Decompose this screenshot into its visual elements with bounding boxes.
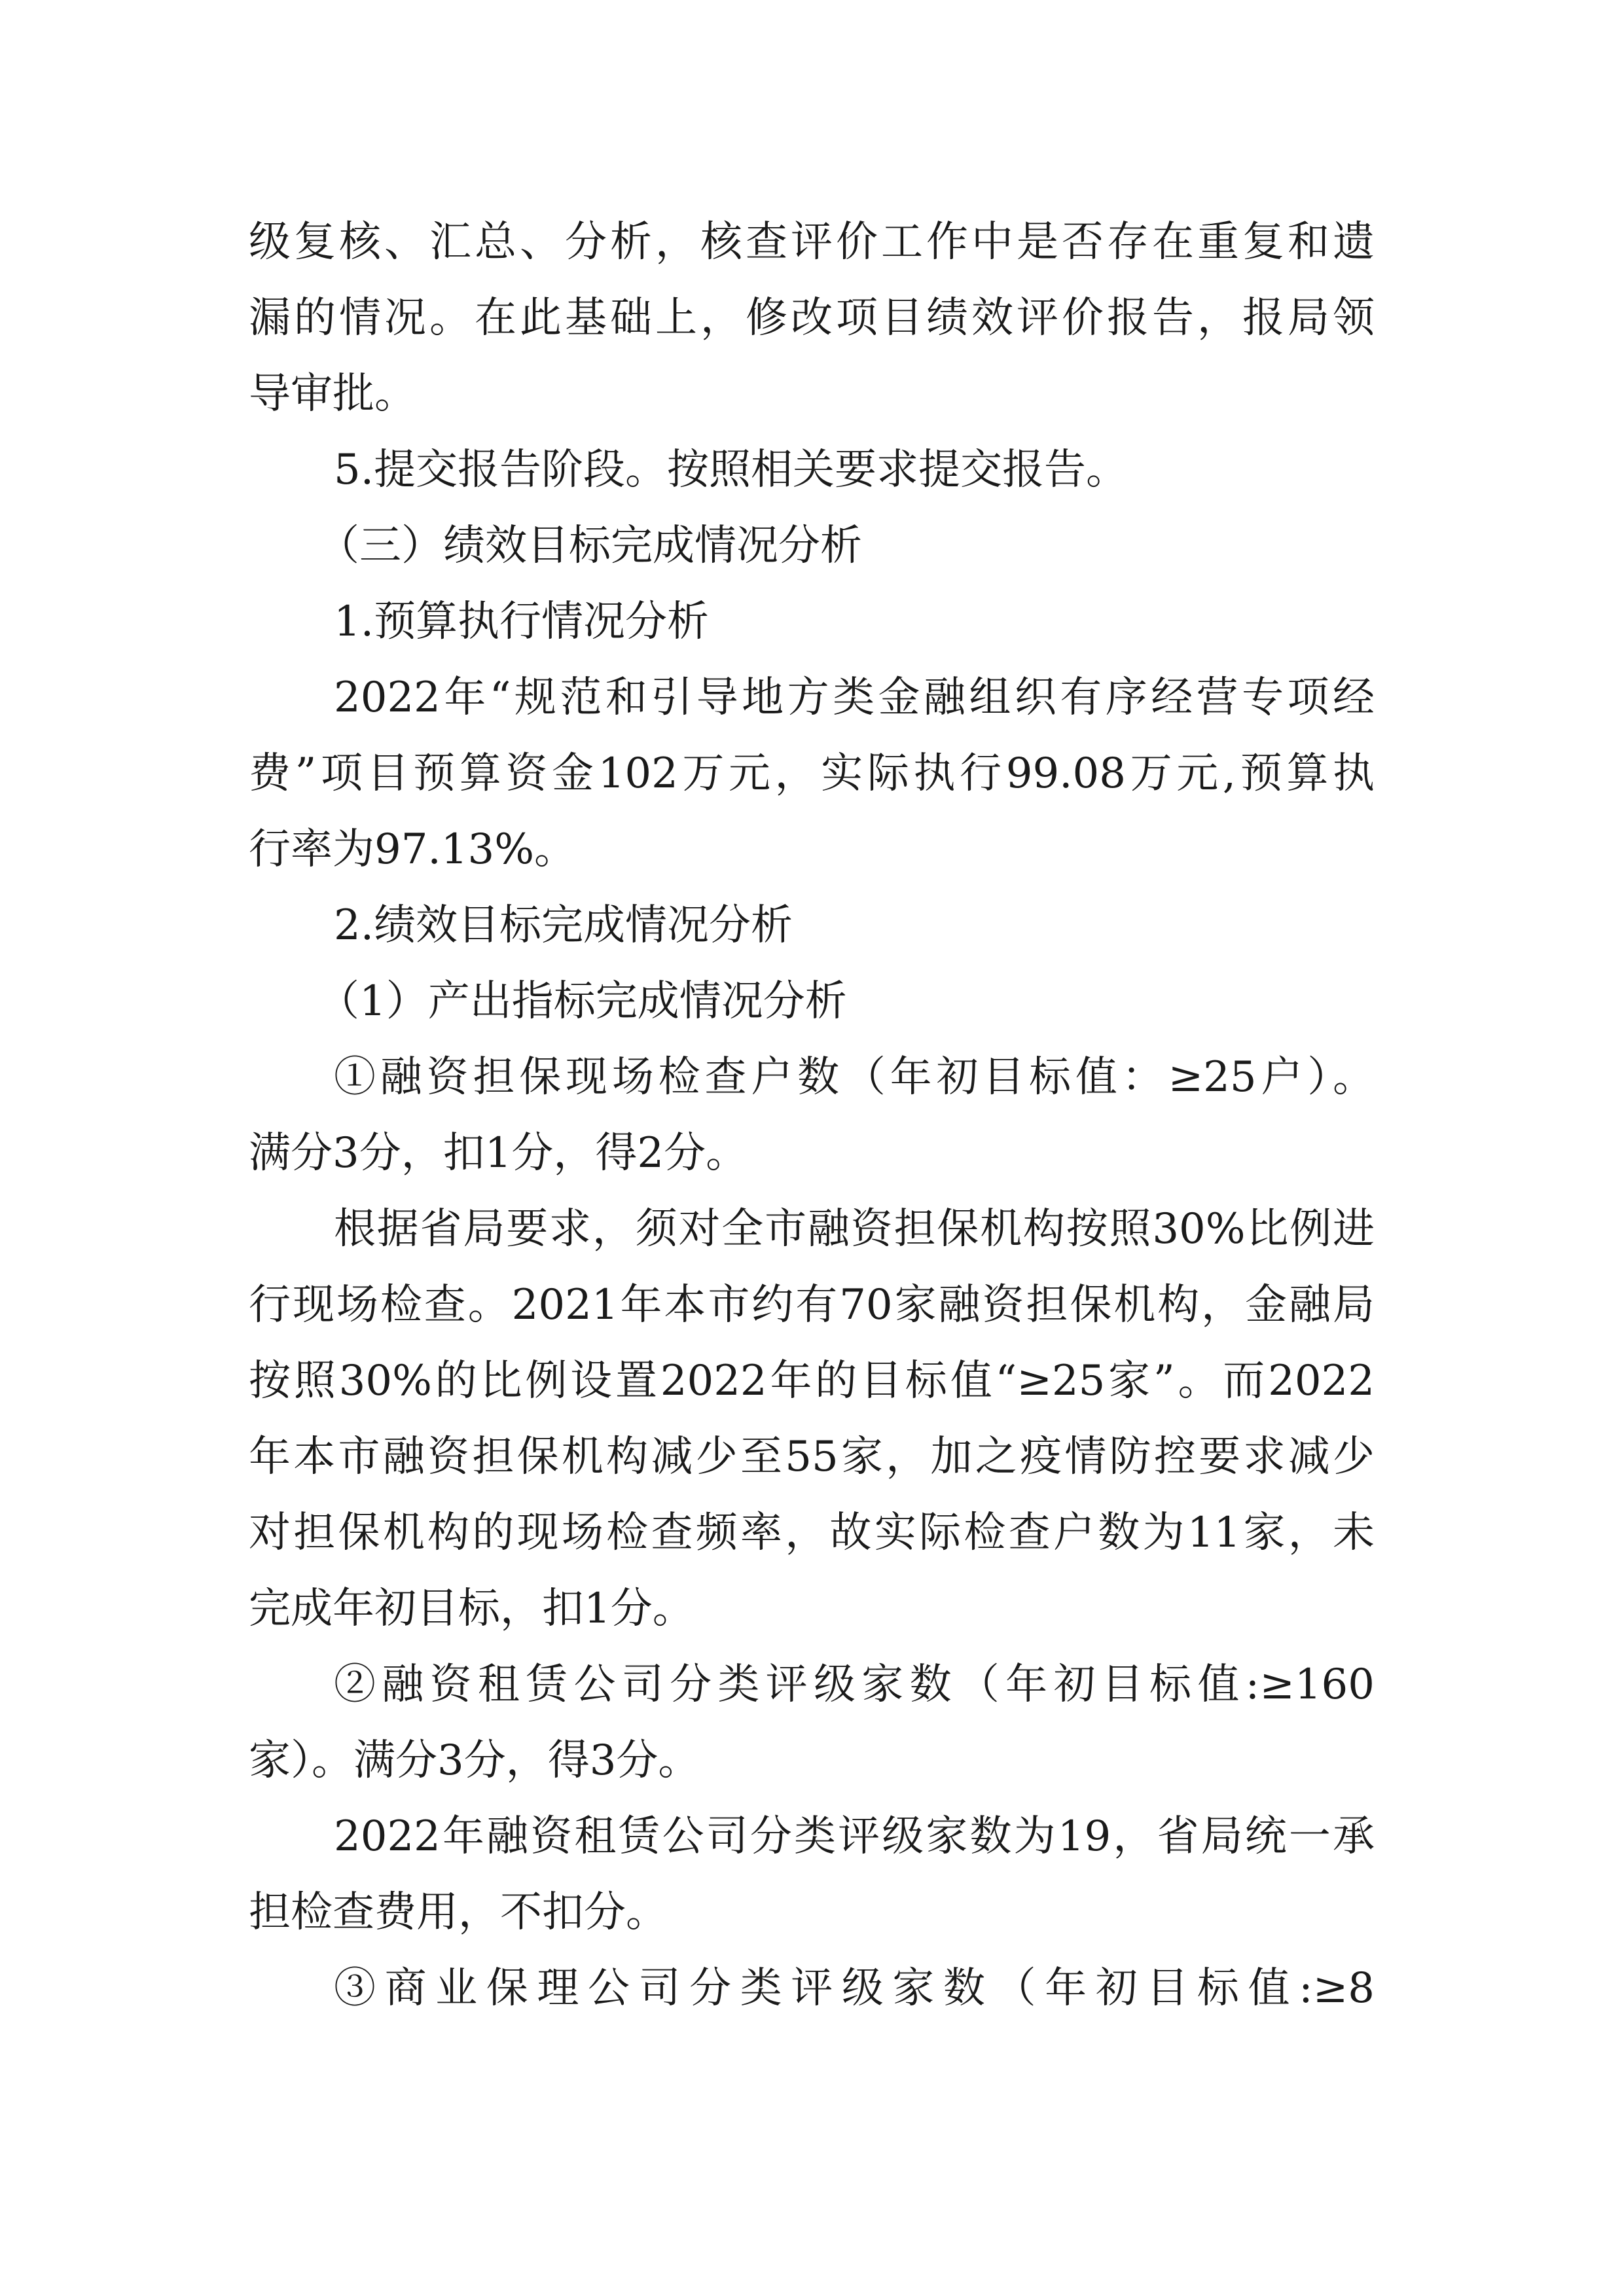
- text-line: 完成年初目标，扣1分。: [249, 1585, 695, 1633]
- indicator-heading: ②融资租赁公司分类评级家数（年初目标值:≥160: [334, 1660, 1375, 1709]
- text-line: 费”项目预算资金102万元，实际执行99.08万元,预算执: [249, 749, 1375, 798]
- text-line: 2022年“规范和引导地方类金融组织有序经营专项经: [334, 673, 1375, 722]
- text-line: 行率为97.13%。: [249, 825, 577, 874]
- text-line: 2022年融资租赁公司分类评级家数为19，省局统一承: [334, 1812, 1375, 1861]
- indicator-heading: ①融资担保现场检查户数（年初目标值：≥25户）。: [334, 1053, 1375, 1102]
- section-heading: 1.预算执行情况分析: [334, 598, 710, 646]
- section-heading: 5.提交报告阶段。按照相关要求提交报告。: [334, 446, 1128, 494]
- text-line: 满分3分，扣1分，得2分。: [249, 1129, 748, 1177]
- text-line: 导审批。: [249, 370, 416, 418]
- section-heading: （1）产出指标完成情况分析: [317, 977, 847, 1026]
- text-line: 按照30%的比例设置2022年的目标值“≥25家”。而2022: [249, 1357, 1375, 1405]
- section-heading: 2.绩效目标完成情况分析: [334, 901, 793, 950]
- text-line: 根据省局要求，须对全市融资担保机构按照30%比例进: [334, 1205, 1375, 1253]
- text-line: 漏的情况。在此基础上，修改项目绩效评价报告，报局领: [249, 294, 1375, 342]
- text-line: 家）。满分3分，得3分。: [249, 1736, 700, 1785]
- text-line: 年本市融资担保机构减少至55家，加之疫情防控要求减少: [249, 1433, 1375, 1481]
- text-line: 级复核、汇总、分析，核查评价工作中是否存在重复和遗: [249, 218, 1375, 266]
- section-heading: （三）绩效目标完成情况分析: [317, 522, 862, 570]
- indicator-heading: ③商业保理公司分类评级家数（年初目标值:≥8: [334, 1964, 1375, 2013]
- text-line: 对担保机构的现场检查频率，故实际检查户数为11家，未: [249, 1509, 1375, 1557]
- text-line: 担检查费用，不扣分。: [249, 1888, 668, 1937]
- text-line: 行现场检查。2021年本市约有70家融资担保机构，金融局: [249, 1281, 1375, 1329]
